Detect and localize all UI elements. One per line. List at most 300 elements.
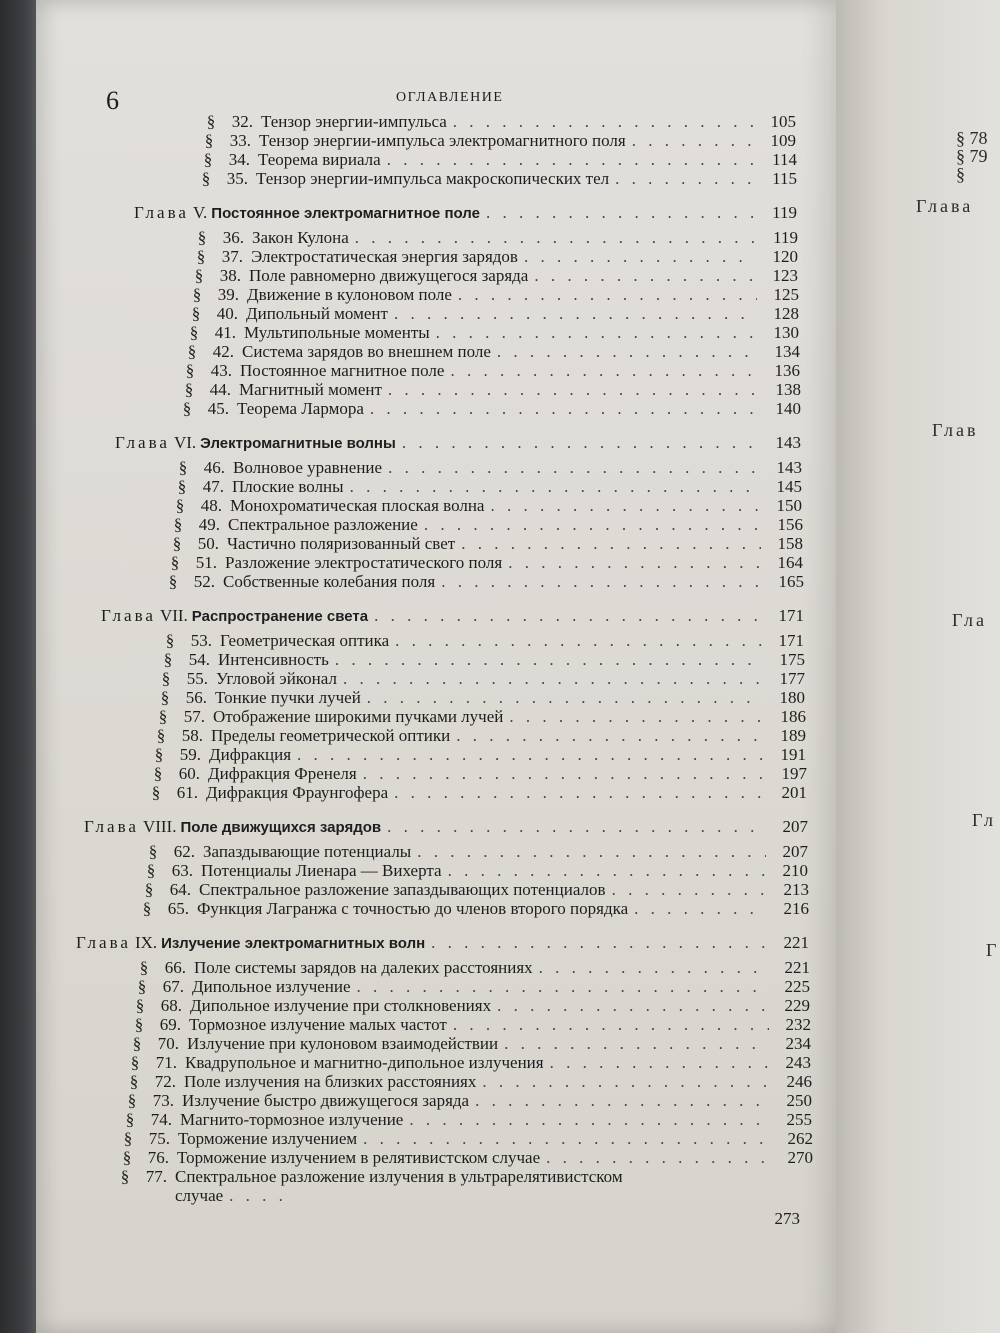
section-page: 255 [786,1110,812,1129]
section-title: Дифракция [209,745,292,764]
toc-section-row [36,247,836,266]
chapter-title: Электромагнитные волны [200,435,396,452]
section-title: Разложение электростатического поля [225,553,503,572]
section-title: Закон Кулона [252,228,349,247]
dot-leader [453,1015,769,1034]
facing-page-fragment: § 78 [956,128,988,148]
section-number: 45. [207,399,229,418]
section-title: Поле излучения на близких расстояниях [184,1072,477,1091]
section-page: 234 [785,1034,811,1053]
section-title: Тормозное излучение малых частот [189,1015,447,1034]
dot-leader [450,361,758,380]
section-page: 201 [781,783,807,802]
toc-section-row [36,572,836,591]
section-page: 105 [770,112,796,131]
section-page: 164 [777,553,803,572]
section-sign: § [129,1072,139,1091]
section-number: 37. [221,247,243,266]
dot-leader [475,1091,770,1110]
section-number: 72. [154,1072,176,1091]
toc-section-row [36,399,836,418]
toc-chapter-row [36,816,836,838]
section-number: 52. [193,572,215,591]
dot-leader [539,958,768,977]
dot-leader [632,131,754,150]
toc-section-row [36,458,836,477]
section-number: 61. [176,783,198,802]
section-sign: § [175,496,185,515]
toc-section-row [36,534,836,553]
dot-leader [448,861,766,880]
last-section-page-row [36,1205,836,1233]
toc-section-row [36,304,836,323]
toc-section-row [36,631,836,650]
section-title: Плоские волны [232,477,344,496]
section-page: 165 [778,572,804,591]
section-title: Излучение при кулоновом взаимодействии [187,1034,499,1053]
facing-page-fragment: Гла [952,610,988,630]
toc-section-row [36,1072,836,1091]
toc-section-row [36,323,836,342]
section-number: 71. [155,1053,177,1072]
section-sign: § [173,515,183,534]
toc-section-row [36,996,836,1015]
section-number: 42. [212,342,234,361]
toc-chapter-row [36,202,836,224]
facing-page-fragment: Гл [972,810,997,830]
toc-section-row [36,515,836,534]
section-title: Тензор энергии-импульса [261,112,447,131]
dot-leader [395,631,762,650]
section-page: 180 [779,688,805,707]
chapter-prefix: Глава [84,817,139,836]
toc-section-row [36,112,836,131]
toc-section-row [36,477,836,496]
toc-section-row [36,1129,836,1148]
toc-section-row [36,380,836,399]
section-page: 130 [773,323,799,342]
chapter-number: VI. [173,433,197,452]
section-page: 115 [772,169,797,188]
section-number: 73. [152,1091,174,1110]
section-page: 123 [772,266,798,285]
section-title: Волновое уравнение [233,458,383,477]
toc-section-row [36,1148,836,1167]
section-number: 50. [197,534,219,553]
dot-leader [424,515,761,534]
chapter-title: Поле движущихся зарядов [180,819,382,836]
section-number: 70. [157,1034,179,1053]
dot-leader [490,496,760,515]
toc-section-row [36,1091,836,1110]
section-title: Спектральное разложение излучения в ультрарелятивистском [175,1167,623,1186]
chapter-page: 221 [783,933,809,952]
dot-leader [363,764,765,783]
section-page: 140 [775,399,801,418]
section-title: Поле равномерно движущегося заряда [249,266,529,285]
section-page: 270 [787,1148,813,1167]
section-title: Собственные колебания поля [223,572,436,591]
section-number: 62. [173,842,195,861]
section-number: 35. [226,169,248,188]
toc-chapter-row [36,605,836,627]
dot-leader [387,150,755,169]
dot-leader [363,1129,771,1148]
dot-leader [534,266,756,285]
dot-leader [417,842,766,861]
section-page: 171 [778,631,804,650]
section-sign: § [144,880,154,899]
section-page: 125 [773,285,799,304]
dot-leader [486,202,755,224]
toc-section-row [36,958,836,977]
dot-leader [335,650,763,669]
toc-section-row [36,1015,836,1034]
section-page: 207 [782,842,808,861]
section-number: 69. [159,1015,181,1034]
section-page: 213 [783,880,809,899]
dot-leader [367,688,763,707]
section-title-line2: случае [175,1186,224,1205]
section-number: 68. [160,996,182,1015]
section-sign: § [191,304,201,323]
section-number: 47. [202,477,224,496]
section-number: 48. [200,496,222,515]
section-number: 65. [167,899,189,918]
toc-section-row [36,496,836,515]
toc-section-row [36,361,836,380]
section-title: Постоянное магнитное поле [240,361,445,380]
section-title: Отображение широкими пучками лучей [213,707,504,726]
section-title: Теорема вириала [258,150,381,169]
facing-page-fragment: § 79 [956,146,988,166]
toc-section-row [36,553,836,572]
dot-leader [634,899,767,918]
section-number: 53. [190,631,212,650]
dot-leader [402,432,759,454]
section-sign: § [185,361,195,380]
dot-leader [456,726,764,745]
section-title: Мультипольные моменты [244,323,430,342]
toc-section-row [36,899,836,918]
section-title: Интенсивность [218,650,329,669]
chapter-page: 143 [775,433,801,452]
section-title: Магнито-тормозное излучение [180,1110,404,1129]
section-title: Дипольный момент [246,304,388,323]
chapter-number: IX. [134,933,158,952]
section-sign: § [189,323,199,342]
section-sign: § [130,1053,140,1072]
toc-section-row [36,764,836,783]
section-number: 75. [148,1129,170,1148]
dot-leader [504,1034,769,1053]
section-sign: § [201,169,211,188]
section-page: 145 [776,477,802,496]
section-page: 250 [786,1091,812,1110]
dot-leader [229,1186,289,1205]
chapter-prefix: Глава [115,433,170,452]
section-sign: § [154,745,164,764]
dot-leader [546,1148,771,1167]
book-spine [0,0,38,1333]
section-page: 136 [774,361,800,380]
dot-leader [355,228,756,247]
section-number: 39. [217,285,239,304]
toc-section-row [36,977,836,996]
section-page: 109 [770,131,796,150]
facing-page-fragment: Г [986,940,997,960]
section-sign: § [137,977,147,996]
dot-leader [357,977,768,996]
section-title: Электростатическая энергия зарядов [251,247,518,266]
toc-section-row [36,707,836,726]
section-sign: § [139,958,149,977]
dot-leader [497,342,758,361]
toc-section-row [36,266,836,285]
dot-leader [388,458,760,477]
toc-section-row [36,650,836,669]
toc-section-row [36,1053,836,1072]
section-page: 232 [785,1015,811,1034]
dot-leader [508,553,761,572]
section-sign: § [160,688,170,707]
section-sign: § [206,112,216,131]
dot-leader [431,932,767,954]
dot-leader [441,572,762,591]
section-number: 58. [181,726,203,745]
dot-leader [387,816,766,838]
section-number: 38. [219,266,241,285]
section-number: 59. [179,745,201,764]
section-sign: § [153,764,163,783]
section-number: 64. [169,880,191,899]
section-title: Геометрическая оптика [220,631,390,650]
toc-section-row [36,688,836,707]
toc-chapter-row [36,932,836,954]
section-title: Теорема Лармора [237,399,364,418]
section-page: 158 [777,534,803,553]
dot-leader [388,380,759,399]
dot-leader [409,1110,770,1129]
section-page: 138 [775,380,801,399]
dot-leader [612,880,767,899]
toc-section-row [36,228,836,247]
section-page: 143 [776,458,802,477]
section-title: Движение в кулоновом поле [247,285,452,304]
chapter-title: Распространение света [191,608,369,625]
dot-leader [394,783,765,802]
section-title: Торможение излучением [178,1129,358,1148]
section-title: Поле системы зарядов на далеких расстояниях [194,958,533,977]
dot-leader [550,1053,769,1072]
section-sign: § [158,707,168,726]
section-page: 225 [784,977,810,996]
toc-section-row [36,131,836,150]
toc-section-row [36,783,836,802]
section-title: Тензор энергии-импульса электромагнитного поля [259,131,626,150]
section-title: Угловой эйконал [216,669,337,688]
book-page [36,0,836,1333]
section-sign: § [170,553,180,572]
section-number: 63. [171,861,193,880]
section-title: Пределы геометрической оптики [211,726,451,745]
toc-chapter-row [36,432,836,454]
section-title: Монохроматическая плоская волна [230,496,485,515]
toc-section-row [36,842,836,861]
section-number: 49. [198,515,220,534]
section-sign: § [197,228,207,247]
dot-leader [297,745,764,764]
section-title: Излучение быстро движущегося заряда [182,1091,470,1110]
section-sign: § [146,861,156,880]
chapter-number: V. [192,203,208,222]
section-number: 74. [150,1110,172,1129]
section-number: 36. [222,228,244,247]
toc-section-row [36,150,836,169]
section-title: Запаздывающие потенциалы [203,842,412,861]
section-page: 262 [787,1129,813,1148]
section-sign: § [184,380,194,399]
section-sign: § [122,1148,132,1167]
facing-page [836,0,1000,1333]
running-head: ОГЛАВЛЕНИЕ [396,90,504,105]
section-number: 43. [210,361,232,380]
page-number: 6 [106,86,119,115]
chapter-prefix: Глава [76,933,131,952]
section-title: Частично поляризованный свет [227,534,456,553]
section-sign: § [151,783,161,802]
dot-leader [482,1072,770,1091]
section-number: 56. [185,688,207,707]
section-sign: § [203,150,213,169]
section-number: 67. [162,977,184,996]
section-page: 119 [773,228,798,247]
section-page: 150 [776,496,802,515]
section-page: 246 [786,1072,812,1091]
section-page: 156 [777,515,803,534]
chapter-title: Постоянное электромагнитное поле [211,205,480,222]
facing-page-fragment: Глав [932,420,979,440]
section-sign: § [148,842,158,861]
chapter-number: VII. [159,606,188,625]
section-page: 216 [783,899,809,918]
section-page: 243 [785,1053,811,1072]
section-title: Функция Лагранжа с точностью до членов второго порядка [197,899,629,918]
toc-section-row [36,726,836,745]
section-page: 210 [782,861,808,880]
toc-section-row [36,285,836,304]
chapter-prefix: Глава [134,203,189,222]
facing-page-fragment: Глава [916,196,974,216]
section-number: 40. [216,304,238,323]
chapter-page: 171 [778,606,804,625]
toc-section-row [36,342,836,361]
section-sign: § [177,477,187,496]
section-page: 189 [780,726,806,745]
toc-section-row [36,1167,836,1186]
section-title: Магнитный момент [239,380,382,399]
dot-leader [374,605,762,627]
section-title: Спектральное разложение [228,515,418,534]
toc-section-row [36,1110,836,1129]
section-page: 273 [774,1209,800,1228]
dot-leader [394,304,757,323]
section-number: 32. [231,112,253,131]
section-sign: § [125,1110,135,1129]
section-sign: § [182,399,192,418]
section-page: 128 [773,304,799,323]
section-page: 186 [780,707,806,726]
section-number: 76. [147,1148,169,1167]
dot-leader [524,247,756,266]
section-sign: § [161,669,171,688]
section-sign: § [168,572,178,591]
section-sign: § [142,899,152,918]
section-title: Дифракция Френеля [208,764,357,783]
chapter-prefix: Глава [101,606,156,625]
section-sign: § [194,266,204,285]
section-sign: § [123,1129,133,1148]
section-number: 34. [228,150,250,169]
section-title: Спектральное разложение запаздывающих потенциалов [199,880,606,899]
section-page: 114 [772,150,797,169]
section-number: 57. [183,707,205,726]
section-page: 229 [784,996,810,1015]
section-number: 77. [145,1167,167,1186]
toc-section-row [36,1034,836,1053]
section-title: Тензор энергии-импульса макроскопических тел [256,169,610,188]
section-title-continuation [36,1186,836,1205]
chapter-number: VIII. [142,817,177,836]
section-number: 44. [209,380,231,399]
dot-leader [343,669,763,688]
section-title: Система зарядов во внешнем поле [242,342,491,361]
section-sign: § [156,726,166,745]
toc-section-row [36,669,836,688]
section-page: 120 [772,247,798,266]
section-number: 33. [229,131,251,150]
section-sign: § [172,534,182,553]
section-number: 60. [178,764,200,783]
section-sign: § [187,342,197,361]
section-number: 51. [195,553,217,572]
facing-page-fragment: § [956,164,965,184]
toc-section-row [36,169,836,188]
dot-leader [458,285,757,304]
chapter-page: 119 [772,203,797,222]
section-number: 54. [188,650,210,669]
section-title: Дипольное излучение [192,977,351,996]
section-page: 175 [779,650,805,669]
section-number: 41. [214,323,236,342]
section-title: Дифракция Фраунгофера [206,783,389,802]
section-sign: § [135,996,145,1015]
chapter-title: Излучение электромагнитных волн [161,935,426,952]
toc-section-row [36,745,836,764]
section-page: 221 [784,958,810,977]
section-title: Потенциалы Лиенара — Вихерта [201,861,442,880]
toc-section-row [36,861,836,880]
dot-leader [370,399,759,418]
section-sign: § [132,1034,142,1053]
section-page: 197 [781,764,807,783]
section-sign: § [196,247,206,266]
section-title: Торможение излучением в релятивистском случае [177,1148,541,1167]
section-sign: § [165,631,175,650]
dot-leader [436,323,757,342]
toc-section-row [36,880,836,899]
chapter-page: 207 [782,817,808,836]
